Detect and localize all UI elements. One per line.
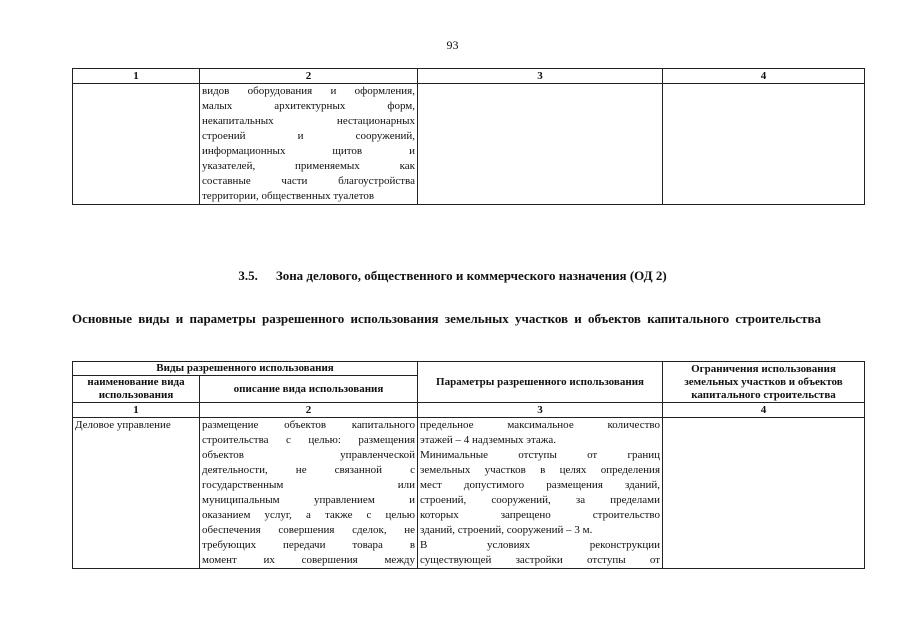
text-line: муниципальным управлением и xyxy=(202,494,416,506)
text-line: информационных щитов и xyxy=(202,145,415,157)
header-parameters: Параметры разрешенного использования xyxy=(418,362,663,403)
cell-usage-description xyxy=(200,418,418,569)
text-line: момент их совершения между xyxy=(202,554,416,566)
text-line: размещение объектов капитального xyxy=(202,419,416,431)
text-line: требующих передачи товара в xyxy=(202,539,416,551)
cell-usage-name xyxy=(73,84,200,205)
subheading: Основные виды и параметры разрешенного использования земельных участков и объектов капитального строительства xyxy=(72,311,821,326)
text-line: деятельности, не связанной с xyxy=(202,464,416,476)
text-line: обеспечения совершения сделок, не xyxy=(202,524,416,536)
column-number-4: 4 xyxy=(663,69,865,84)
column-number-3: 3 xyxy=(418,403,663,418)
cell-usage-name: Деловое управление xyxy=(73,418,200,569)
zone-usage-table xyxy=(72,361,865,569)
text-line: территории, общественных туалетов xyxy=(202,190,375,202)
text-line: строений, сооружений, за пределами xyxy=(420,494,661,506)
cell-usage-description xyxy=(200,84,418,205)
section-title: Зона делового, общественного и коммерческого назначения (ОД 2) xyxy=(275,268,667,283)
header-usage-description: описание вида использования xyxy=(200,376,418,403)
continuation-table xyxy=(72,68,865,205)
text-line: предельное максимальное количество xyxy=(420,419,661,431)
text-line: государственным или xyxy=(202,479,416,491)
cell-restrictions xyxy=(663,84,865,205)
text-line: земельных участков в целях определения xyxy=(420,464,661,476)
column-number-row xyxy=(73,403,865,418)
text-line: существующей застройки отступы от xyxy=(420,554,661,566)
text-line: видов оборудования и оформления, xyxy=(202,85,415,97)
column-number-1: 1 xyxy=(73,69,200,84)
section-heading xyxy=(0,268,905,284)
page-number: 93 xyxy=(446,38,459,52)
text-line: мест допустимого размещения зданий, xyxy=(420,479,661,491)
section-number: 3.5. xyxy=(238,268,258,283)
text-line: зданий, строений, сооружений – 3 м. xyxy=(420,524,593,536)
column-number-1: 1 xyxy=(73,403,200,418)
text-line: малых архитектурных форм, xyxy=(202,100,415,112)
cell-parameters xyxy=(418,418,663,569)
column-number-2: 2 xyxy=(200,69,418,84)
text-line: Минимальные отступы от границ xyxy=(420,449,661,461)
table-row xyxy=(73,418,865,569)
text-line: указателей, применяемых как xyxy=(202,160,415,172)
text-line: оказанием услуг, а также с целью xyxy=(202,509,416,521)
column-number-4: 4 xyxy=(663,403,865,418)
text-line: В условиях реконструкции xyxy=(420,539,661,551)
column-number-row xyxy=(73,69,865,84)
text-line: строительства с целью: размещения xyxy=(202,434,416,446)
header-restrictions: Ограничения использования земельных участков и объектов капитального строительства xyxy=(663,362,865,403)
header-usage-name: наименование вида использования xyxy=(73,376,200,403)
table-row xyxy=(73,84,865,205)
column-number-3: 3 xyxy=(418,69,663,84)
column-number-2: 2 xyxy=(200,403,418,418)
text-line: строений и сооружений, xyxy=(202,130,415,142)
cell-restrictions xyxy=(663,418,865,569)
text-line: некапитальных нестационарных xyxy=(202,115,415,127)
text-line: которых запрещено строительство xyxy=(420,509,661,521)
header-row xyxy=(73,362,865,376)
header-group-title: Виды разрешенного использования xyxy=(73,362,418,376)
text-line: этажей – 4 надземных этажа. xyxy=(420,434,557,446)
text-line: составные части благоустройства xyxy=(202,175,415,187)
text-line: объектов управленческой xyxy=(202,449,416,461)
cell-parameters xyxy=(418,84,663,205)
